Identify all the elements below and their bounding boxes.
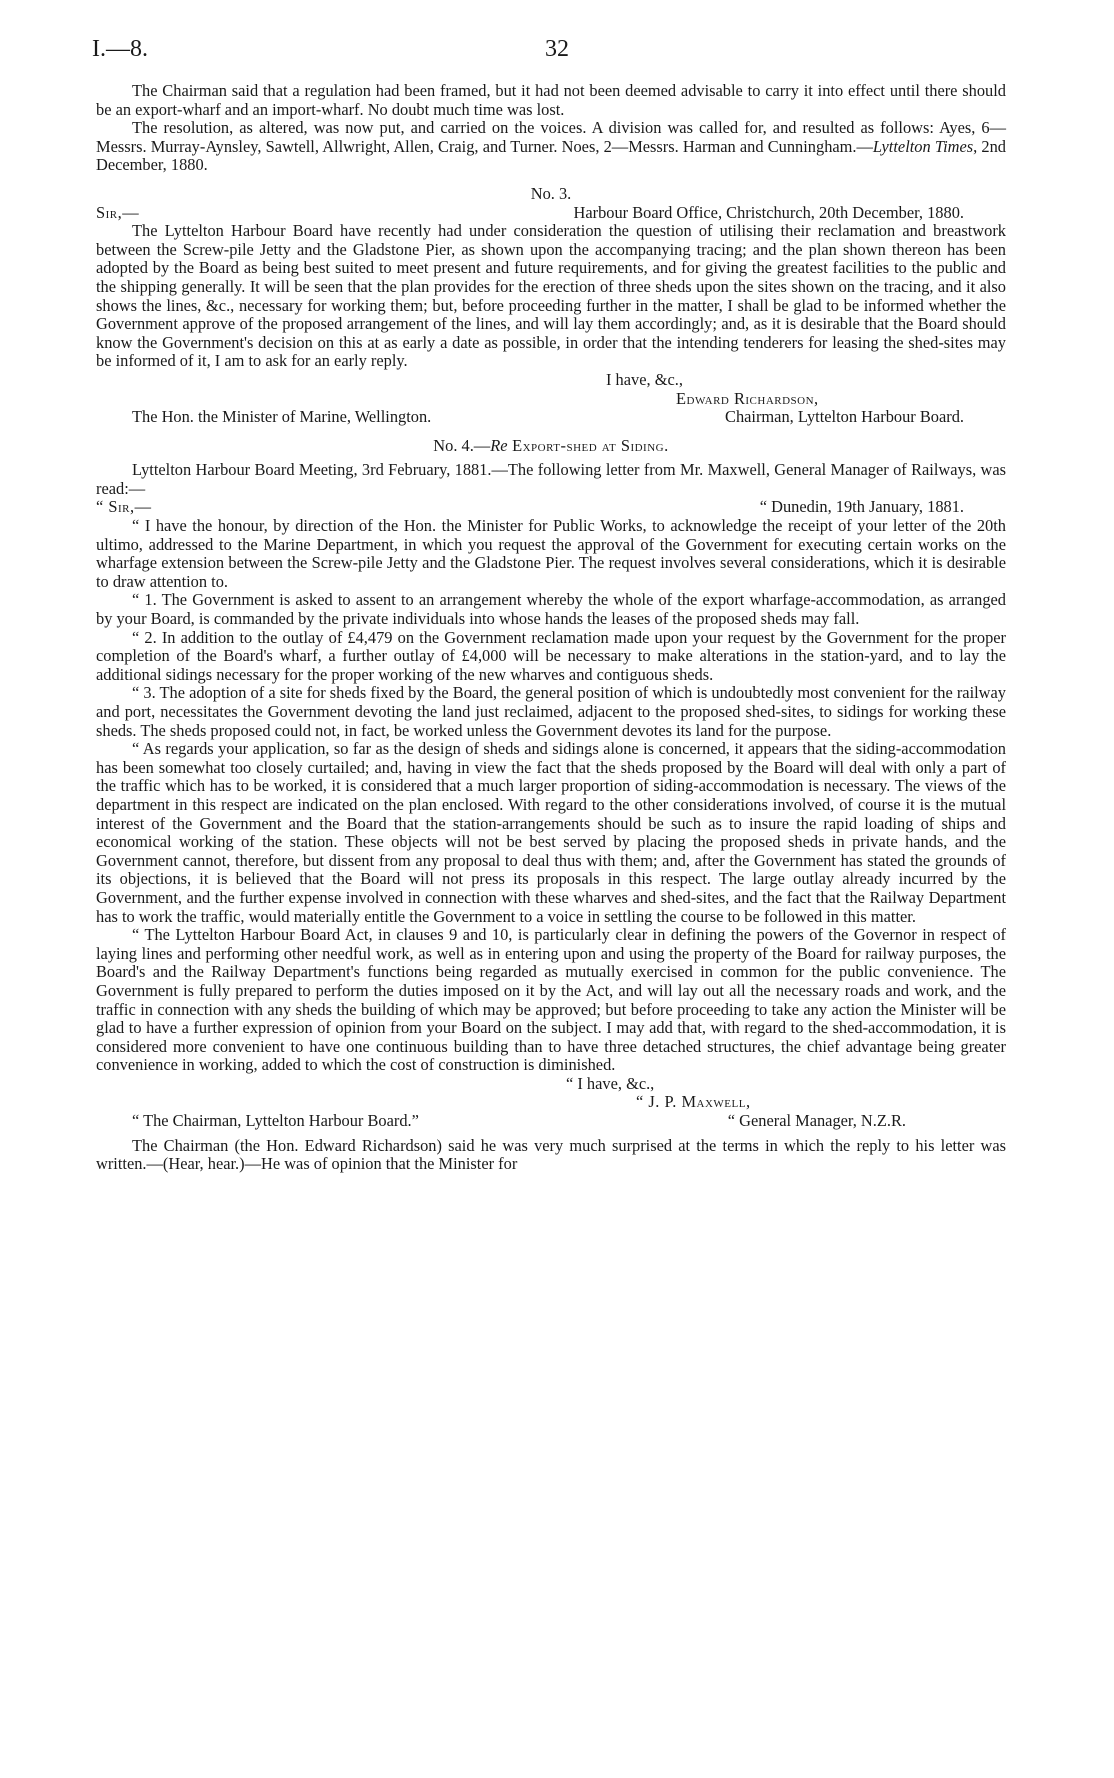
letter-no4-paragraph-1: “ I have the honour, by direction of the Hon. the Minister for Public Works, to acknowledge the receipt of your letter of the 20th ultimo, addressed to the Marine Department, in which you request the approval of the Government for executing certain works on the wharfage extension between the Screw-pile Jetty and the Gladstone Pier. The request involves several considerations, which it is desirable to draw attention to.: [96, 516, 1006, 591]
letter-no3-signatory: Edward Richardson,: [676, 388, 819, 408]
paragraph-resolution: [96, 119, 1006, 175]
letter-no4-paragraph-3: “ 2. In addition to the outlay of £4,479 on the Government reclamation made upon your request by the Government for the proper completion of the Board's wharf, a further outlay of £4,000 will be necessary to make alterations in the station-yard, and to lay the additional sidings necessary for the proper working of the new wharves and contiguous sheds.: [96, 627, 1006, 684]
newspaper-source: Lyttelton Times: [872, 136, 974, 156]
section-heading-no3: No. 3.: [530, 183, 572, 203]
newspaper-date: , 2nd December, 1880.: [96, 136, 1006, 175]
letter-no4-paragraph-4: “ 3. The adoption of a site for sheds fixed by the Board, the general position of which is undoubtedly most convenient for the railway and port, necessitates the Government devoting the land just reclaimed, adjacent to the proposed shed-sites, to sidings for working these sheds. The sheds proposed could not, in fact, be worked unless the Government devotes its land for the purpose.: [96, 683, 1006, 740]
document-body: [96, 82, 1006, 1174]
meeting-intro: Lyttelton Harbour Board Meeting, 3rd February, 1881.—The following letter from Mr. Maxwell, General Manager of Railways, was read:—: [96, 460, 1006, 498]
letter-no4-header: [96, 498, 1006, 517]
letter-no3-address: Harbour Board Office, Christchurch, 20th December, 1880.: [573, 202, 964, 222]
letter-no4-paragraph-5: “ As regards your application, so far as the design of sheds and sidings alone is concerned, it appears that the siding-accommodation has been somewhat too closely curtailed; and, having in view the fact that the sheds proposed by the Board will deal with only a part of the traffic which has to be worked, it is considered that a much larger proportion of siding-accommodation is necessary. The views of the department in this respect are indicated on the plan enclosed. With regard to the other considerations involved, of course it is the mutual interest of the Government and the Board that the station-arrangements should be such as to insure the rapid loading of ships and economical working of the station. These objects will not be best served by placing the proposed sheds in private hands, and the Government cannot, therefore, but dissent from any proposal to deal thus with them; and, after the Government has stated the grounds of its objections, it is believed that the Board will not press its proposals in this respect. The large outlay already incurred by the Government, and the further expense involved in connection with these wharves and shed-sites, and the fact that the Railway Department has to work the traffic, would materially entitle the Government to a voice in settling the course to be followed in this matter.: [96, 739, 1006, 926]
page-number: 32: [545, 36, 569, 62]
letter-no4-footer: [96, 1112, 1006, 1131]
letter-no3-title: Chairman, Lyttelton Harbour Board.: [725, 407, 964, 427]
document-reference: I.—8.: [92, 36, 148, 62]
letter-no3-salutation: Sir,—: [96, 202, 140, 222]
letter-no3-closing: I have, &c.,: [606, 369, 683, 389]
letter-no3-body: The Lyttelton Harbour Board have recently had under consideration the question of utilising their reclamation and breastwork between the Screw-pile Jetty and the Gladstone Pier, as shown upon the accompanying tracing; and the plan shown thereon has been adopted by the Board as being best suited to meet present and future requirements, and for giving the greatest facilities to the public and the shipping generally. It will be seen that the plan provides for the erection of three sheds upon the sites shown on the tracing, and it also shows the lines, &c., necessary for working them; but, before proceeding further in the matter, I shall be glad to be informed whether the Government approve of the proposed arrangement of the lines, and will lay them accordingly; and, as it is desirable that the Board should know the Government's decision on this at as early a date as possible, in order that the intending tenderers for leasing the shed-sites may be informed of it, I am to ask for an early reply.: [96, 221, 1006, 371]
letter-no4-closing: “ I have, &c.,: [566, 1073, 655, 1093]
resolution-text: The resolution, as altered, was now put, and carried on the voices. A division was called for, and resulted as follows: Ayes, 6—Messrs. Murray-Aynsley, Sawtell, Allwright, Allen, Craig, and Turner. Noes, 2—Messrs. Harman and Cunningham.—: [96, 118, 1006, 156]
letter-no4-title: “ General Manager, N.Z.R.: [727, 1111, 906, 1131]
letter-no4-salutation: “ Sir,—: [96, 497, 152, 517]
section-heading-no4: No. 4.—Re Export-shed at Siding.: [433, 435, 669, 455]
paragraph-chairman-response: The Chairman (the Hon. Edward Richardson) said he was very much surprised at the terms in which the reply to his letter was written.—(Hear, hear.)—He was of opinion that the Minister for: [96, 1135, 1006, 1174]
paragraph-chairman-regulation: The Chairman said that a regulation had been framed, but it had not been deemed advisable to carry it into effect until there should be an export-wharf and an import-wharf. No doubt much time was lost.: [96, 81, 1006, 119]
letter-no4-paragraph-2: “ 1. The Government is asked to assent to an arrangement whereby the whole of the export wharfage-accommodation, as arranged by your Board, is commanded by the private individuals into whose hands the leases of the proposed sheds may fall.: [96, 590, 1006, 629]
letter-no3-header: [96, 204, 1006, 223]
page-header: [0, 36, 1114, 70]
letter-no3-footer: [96, 408, 1006, 427]
letter-no4-paragraph-6: “ The Lyttelton Harbour Board Act, in clauses 9 and 10, is particularly clear in defining the powers of the Governor in respect of laying lines and performing other needful work, as well as in entering upon and using the property of the Board for railway purposes, the Board's and the Railway Department's functions being regarded as mutually exercised in common for the public convenience. The Government is fully prepared to perform the duties imposed on it by the Act, and will lay out all the necessary roads and work, and the traffic in connection with any sheds the building of which may be approved; but before proceeding to take any action the Minister will be glad to have a further expression of opinion from your Board on the subject. I may add that, with regard to the shed-accommodation, it is considered more convenient to have one continuous building than to have three detached structures, the chief advantage being greater convenience in working, added to which the cost of construction is diminished.: [96, 925, 1006, 1075]
letter-no3-addressee: The Hon. the Minister of Marine, Wellington.: [132, 407, 432, 427]
letter-no4-addressee: “ The Chairman, Lyttelton Harbour Board.”: [132, 1111, 419, 1131]
letter-no4-address: “ Dunedin, 19th January, 1881.: [759, 497, 964, 517]
letter-no4-signatory: “ J. P. Maxwell,: [636, 1092, 751, 1112]
